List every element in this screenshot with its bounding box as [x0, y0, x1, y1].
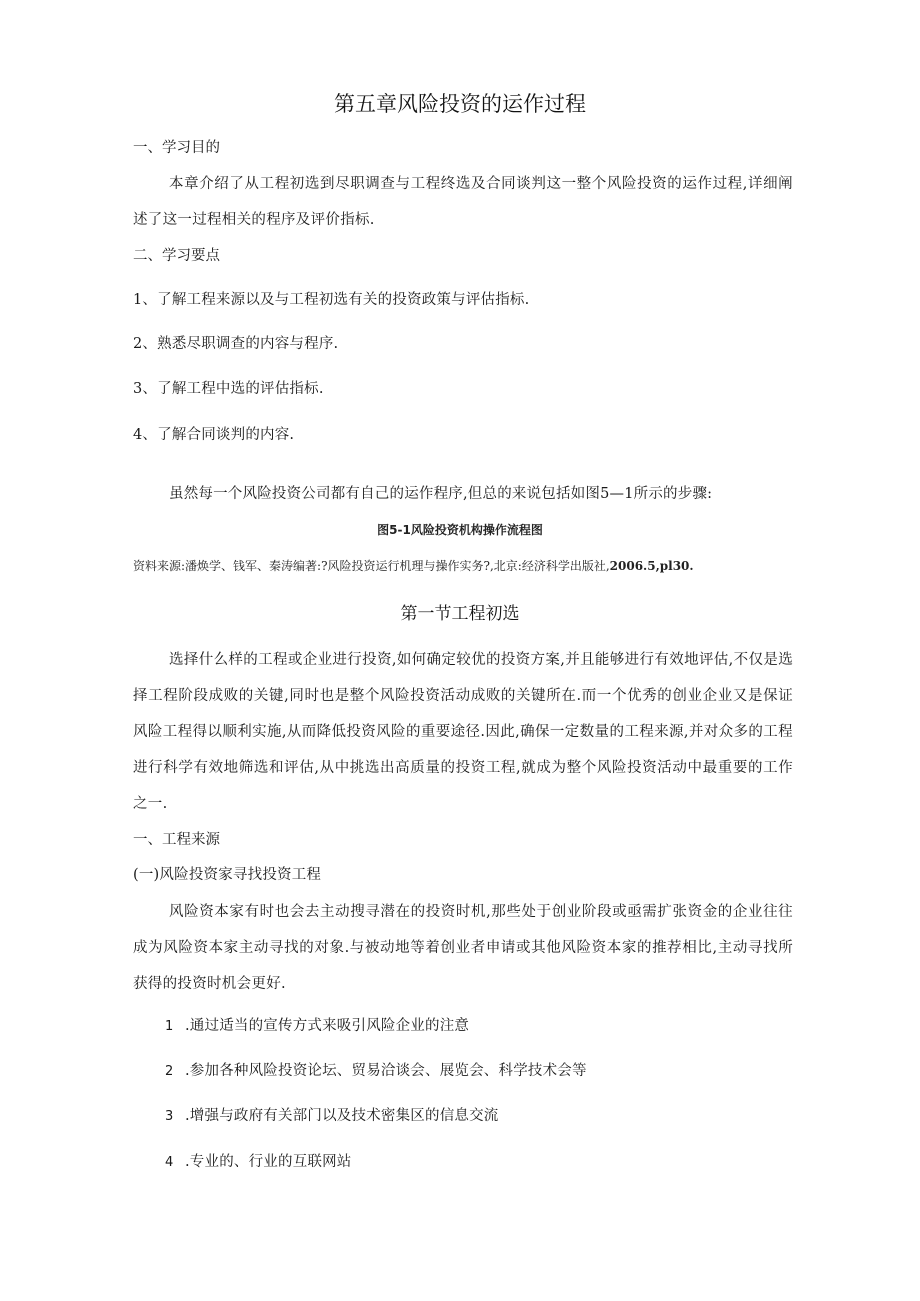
- method-text: .参加各种风险投资论坛、贸易洽谈会、展览会、科学技术会等: [185, 1063, 587, 1079]
- key-point-item: 4、了解合同谈判的内容.: [133, 427, 295, 443]
- section-paragraph: 选择什么样的工程或企业进行投资,如何确定较优的投资方案,并且能够进行有效地评估,不仅是选择工程阶段成败的关键,同时也是整个风险投资活动成败的关键所在.而一个优秀的创业企业又是保证风险工程得以顺利实施,从而降低投资风险的重要途径.因此,确保一定数量的工程来源,并对众多的工程进行科学有效地筛选和评估,从中挑选出高质量的投资工程,就成为整个风险投资活动中最重要的工作之一.: [133, 652, 793, 812]
- method-number: 3: [165, 1109, 174, 1124]
- method-item: [165, 1104, 499, 1125]
- method-item: [165, 1150, 352, 1171]
- method-number: 4: [165, 1155, 174, 1170]
- source-citation-text: 资料来源:潘焕学、钱军、秦涛编著:?风险投资运行机理与操作实务?,北京:经济科学出版社,: [133, 559, 610, 573]
- project-source-heading: 一、工程来源: [133, 832, 220, 848]
- method-text: .专业的、行业的互联网站: [185, 1154, 352, 1170]
- method-item: [165, 1014, 469, 1035]
- key-point-item: 1、了解工程来源以及与工程初选有关的投资政策与评估指标.: [133, 292, 530, 308]
- chapter-title: 第五章风险投资的运作过程: [334, 92, 586, 116]
- key-point-item: 3、了解工程中选的评估指标.: [133, 381, 324, 397]
- key-point-item: 2、熟悉尽职调查的内容与程序.: [133, 336, 339, 352]
- sub-paragraph: 风险资本家有时也会去主动搜寻潜在的投资时机,那些处于创业阶段或亟需扩张资金的企业往往成为风险资本家主动寻找的对象.与被动地等着创业者申请或其他风险资本家的推荐相比,主动寻找所获得的投资时机会更好.: [133, 904, 793, 992]
- key-points-heading: 二、学习要点: [133, 248, 220, 264]
- figure-caption: 图5-1风险投资机构操作流程图: [377, 523, 543, 537]
- section-title: 第一节工程初选: [400, 604, 520, 624]
- method-text: .增强与政府有关部门以及技术密集区的信息交流: [185, 1108, 499, 1124]
- intro-text: 虽然每一个风险投资公司都有自己的运作程序,但总的来说包括如图5—1所示的步骤:: [169, 486, 713, 502]
- method-text: .通过适当的宣传方式来吸引风险企业的注意: [185, 1018, 470, 1034]
- method-number: 2: [165, 1064, 174, 1079]
- objectives-paragraph: 本章介绍了从工程初选到尽职调查与工程终选及合同谈判这一整个风险投资的运作过程,详细阐述了这一过程相关的程序及评价指标.: [133, 176, 793, 228]
- method-item: [165, 1059, 587, 1080]
- objectives-heading: 一、学习目的: [133, 140, 220, 156]
- source-citation-date: 2006.5,pl30.: [609, 559, 694, 573]
- subheading: (一)风险投资家寻找投资工程: [133, 867, 322, 883]
- source-citation: [133, 557, 694, 574]
- method-number: 1: [165, 1019, 174, 1034]
